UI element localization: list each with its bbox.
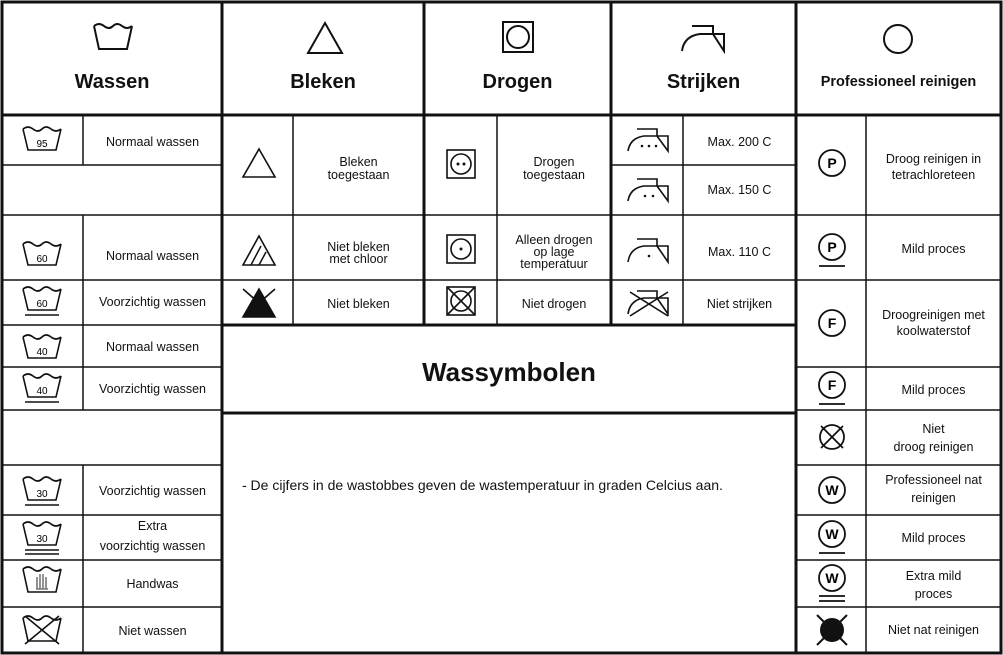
label-niet-chloor-line-2: met chloor xyxy=(329,252,388,266)
dryclean-p-icon xyxy=(816,147,848,179)
svg-text:30: 30 xyxy=(36,534,48,545)
bleach-triangle-icon xyxy=(305,20,345,56)
label-droog-line-2: tetrachloreteen xyxy=(891,168,976,182)
svg-text:P: P xyxy=(827,239,837,255)
label-extra-mild-line-1: Extra mild xyxy=(905,569,962,583)
label-normaal-wassen-95: Normaal wassen xyxy=(105,135,200,149)
tumble-dry-icon xyxy=(501,20,535,54)
no-iron-icon xyxy=(626,288,672,318)
wash-30-gentle-icon xyxy=(21,475,63,511)
page-title: Wassymbolen xyxy=(422,357,596,387)
dryclean-f-mild-icon xyxy=(816,370,848,408)
label-laag-line-3: temperatuur xyxy=(520,257,588,271)
label-nat-line-2: reinigen xyxy=(911,491,956,505)
svg-text:F: F xyxy=(827,315,837,331)
wetclean-w-mild-icon xyxy=(816,519,848,557)
label-normaal-wassen-60: Normaal wassen xyxy=(105,249,200,263)
professional-clean-circle-icon xyxy=(881,22,915,56)
svg-text:W: W xyxy=(825,526,839,542)
label-niet-strijken: Niet strijken xyxy=(706,297,773,311)
svg-text:P: P xyxy=(827,155,837,171)
svg-text:W: W xyxy=(825,570,839,586)
svg-text:95: 95 xyxy=(36,139,48,150)
label-mild-proces-p: Mild proces xyxy=(901,242,966,256)
svg-text:40: 40 xyxy=(36,347,48,358)
label-drogen-line-1: Drogen xyxy=(533,155,575,169)
label-bleken-line-2: toegestaan xyxy=(327,168,390,182)
label-voorzichtig-wassen-40: Voorzichtig wassen xyxy=(98,382,206,396)
label-mild-proces-f: Mild proces xyxy=(901,383,966,397)
hand-wash-icon xyxy=(21,565,63,595)
wash-60-icon xyxy=(21,240,63,268)
tumble-dry-normal-icon xyxy=(445,148,477,180)
no-wash-icon xyxy=(21,614,63,646)
no-bleach-icon xyxy=(239,285,279,321)
iron-200-icon xyxy=(626,126,672,154)
label-extra-line-2: voorzichtig wassen xyxy=(99,539,206,553)
header-professioneel: Professioneel reinigen xyxy=(820,74,977,90)
label-niet-bleken: Niet bleken xyxy=(327,297,390,311)
label-niet-chloor-line-1: Niet bleken xyxy=(327,240,390,254)
label-nat-line-1: Professioneel nat xyxy=(885,473,982,487)
bleach-allowed-icon xyxy=(241,147,277,179)
wash-95-icon xyxy=(21,125,63,153)
label-max-150: Max. 150 C xyxy=(707,183,772,197)
no-chlorine-bleach-icon xyxy=(241,234,277,268)
wash-tub-icon xyxy=(92,22,134,52)
header-drogen: Drogen xyxy=(482,71,553,93)
label-extra-line-1: Extra xyxy=(137,519,168,533)
label-laag-line-2: op lage xyxy=(533,245,575,259)
label-extra-mild-line-2: proces xyxy=(914,587,953,601)
header-strijken: Strijken xyxy=(666,71,741,93)
label-niet-droog-line-2: droog reinigen xyxy=(893,440,974,454)
label-niet-droog-line-1: Niet xyxy=(922,422,945,436)
tumble-dry-low-icon xyxy=(445,233,477,265)
header-bleken: Bleken xyxy=(290,71,356,93)
label-koolw-line-2: koolwaterstof xyxy=(896,324,971,338)
label-max-200: Max. 200 C xyxy=(707,135,772,149)
label-niet-drogen: Niet drogen xyxy=(521,297,587,311)
wetclean-w-extra-mild-icon xyxy=(816,563,848,605)
wetclean-w-icon xyxy=(816,474,848,506)
no-tumble-dry-icon xyxy=(445,285,477,317)
wash-40-gentle-icon xyxy=(21,372,63,406)
iron-icon xyxy=(680,22,728,54)
dryclean-f-icon xyxy=(816,307,848,339)
label-handwas: Handwas xyxy=(126,577,179,591)
label-voorzichtig-wassen-30: Voorzichtig wassen xyxy=(98,484,206,498)
no-wetclean-icon xyxy=(814,612,850,648)
label-koolw-line-1: Droogreinigen met xyxy=(882,308,985,322)
svg-text:60: 60 xyxy=(36,299,48,310)
svg-text:30: 30 xyxy=(36,489,48,500)
label-niet-wassen: Niet wassen xyxy=(118,624,187,638)
label-normaal-wassen-40: Normaal wassen xyxy=(105,340,200,354)
label-mild-proces-w: Mild proces xyxy=(901,531,966,545)
wash-40-icon xyxy=(21,333,63,361)
label-droog-line-1: Droog reinigen in xyxy=(885,152,982,166)
svg-text:60: 60 xyxy=(36,254,48,265)
temperature-note: - De cijfers in de wastobbes geven de wastemperatuur in graden Celcius aan. xyxy=(242,477,723,493)
wash-30-extra-gentle-icon xyxy=(21,520,63,558)
no-dryclean-icon xyxy=(816,421,848,453)
iron-150-icon xyxy=(626,176,672,204)
label-laag-line-1: Alleen drogen xyxy=(515,233,593,247)
dryclean-p-mild-icon xyxy=(816,232,848,270)
label-bleken-line-1: Bleken xyxy=(339,155,378,169)
label-max-110: Max. 110 C xyxy=(708,245,771,259)
svg-text:40: 40 xyxy=(36,386,48,397)
svg-text:F: F xyxy=(827,377,837,393)
label-voorzichtig-wassen-60: Voorzichtig wassen xyxy=(98,295,206,309)
label-drogen-line-2: toegestaan xyxy=(523,168,585,182)
label-niet-nat-reinigen: Niet nat reinigen xyxy=(887,623,980,637)
iron-110-icon xyxy=(626,236,672,266)
svg-text:W: W xyxy=(825,482,839,498)
header-wassen: Wassen xyxy=(74,71,150,93)
wash-60-gentle-icon xyxy=(21,285,63,319)
